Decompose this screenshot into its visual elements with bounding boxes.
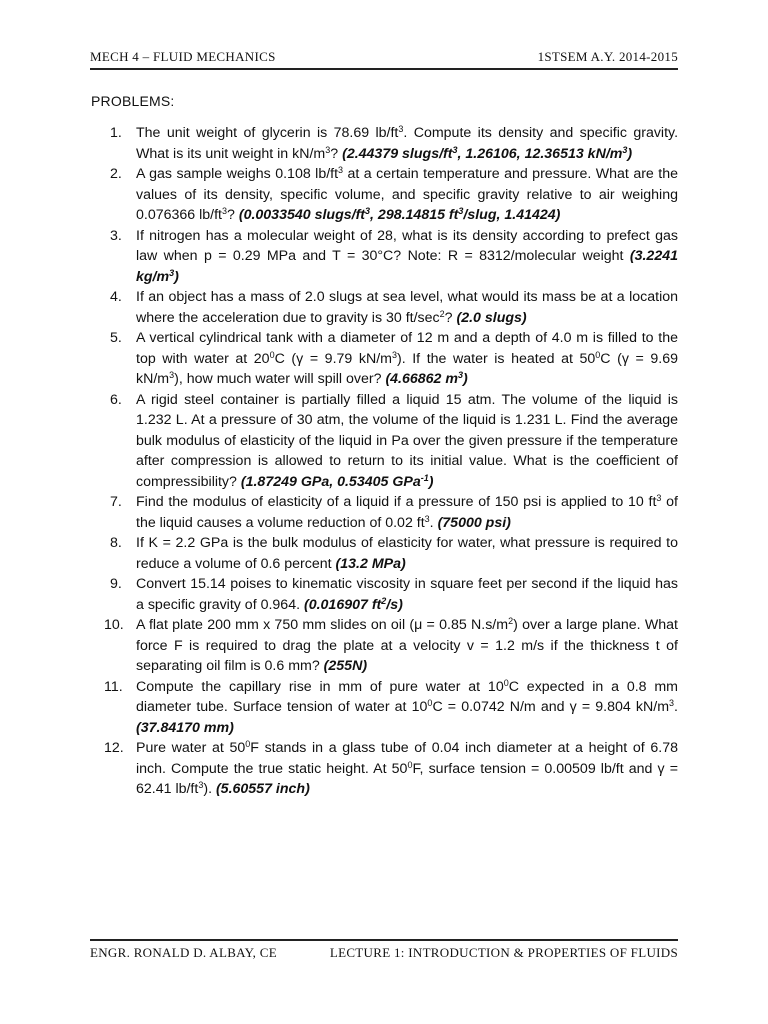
problem-number: 5. [110, 330, 122, 346]
problem-text: . Compute its density and specific gravity. What is its unit weight in kN/m [136, 125, 679, 162]
problem-number: 2. [110, 166, 122, 182]
problem-text: 3 [338, 165, 344, 175]
problem-text: 2 [508, 616, 514, 626]
problem-number: 10. [104, 617, 124, 633]
problem-item [104, 615, 678, 677]
problem-text: 3 [198, 780, 204, 790]
answer-text: , 298.14815 ft [370, 207, 459, 223]
problem-text: 0 [269, 349, 275, 360]
answer-text: (2.0 slugs) [456, 309, 527, 326]
page-header [90, 46, 678, 70]
answer-text: (1.87249 GPa, 0.53405 GPa [240, 473, 421, 490]
answer-text: 3 [452, 144, 458, 155]
problem-text: at a certain temperature and pressure. What are the values of its density, specific volume, and specific gravity relative to air weighing 0.076366 lb/ft [136, 166, 678, 223]
problem-text: ) over a large plane. What force F is required to drag the plate at a velocity v = 1.2 m/s if the thickness t of separating oil film is 0.6 mm? [136, 617, 678, 674]
answer-text: -1 [420, 472, 429, 483]
problem-item [110, 574, 678, 615]
problem-text: of the liquid causes a volume reduction of 0.02 ft [136, 494, 678, 531]
problem-number: 4. [110, 289, 122, 305]
answer-text: (255N) [323, 658, 368, 674]
answer-text: 2 [381, 595, 387, 606]
problem-text: Pure water at 50 [136, 740, 246, 756]
answer-text: (37.84170 mm) [136, 719, 234, 736]
header-course-title: MECH 4 – FLUID MECHANICS [90, 49, 276, 64]
problem-text: A vertical cylindrical tank with a diameter of 12 m and a depth of 4.0 m is filled to the top with water at 20 [136, 330, 678, 367]
answer-text: (75000 psi) [437, 514, 511, 531]
problem-text: ). [203, 781, 216, 797]
problem-text: 0 [595, 349, 601, 360]
answer-text: 3 [622, 144, 628, 155]
problem-text: Compute the capillary rise in mm of pure water at 10 [136, 678, 504, 695]
problem-text: F stands in a glass tube of 0.04 inch diameter at a height of 6.78 inch. Compute the true static height. At 50 [136, 740, 678, 777]
section-title: PROBLEMS: [91, 93, 175, 109]
problem-text: 0 [407, 759, 413, 770]
problem-text: C (γ = 9.69 kN/m [136, 350, 678, 387]
problem-number: 12. [104, 740, 124, 756]
answer-text: ) [428, 473, 434, 490]
answer-text: (0.016907 ft [303, 596, 382, 613]
problem-text: ? [330, 145, 343, 162]
problem-text: 3 [325, 144, 331, 155]
problem-text: 3 [424, 513, 430, 524]
problem-number: 7. [110, 494, 122, 510]
answer-text: (2.44379 slugs/ft [342, 145, 453, 162]
problem-item [104, 738, 678, 800]
answer-text: 3 [458, 206, 464, 216]
problem-text: 0 [245, 739, 251, 749]
problem-item [110, 287, 678, 328]
problem-text: ? [227, 207, 239, 223]
answer-text: 3 [458, 370, 464, 380]
problem-item [110, 492, 678, 533]
problem-text: 3 [391, 349, 397, 360]
problem-text: C (γ = 9.79 kN/m [274, 350, 392, 367]
footer-lecture-title: LECTURE 1: INTRODUCTION & PROPERTIES OF FLUIDS [329, 945, 678, 960]
problem-item [104, 677, 679, 739]
problem-number: 8. [110, 535, 122, 551]
answer-text: (4.66862 m [385, 371, 459, 387]
problem-text: 3 [656, 493, 662, 503]
header-semester: 1STSEM A.Y. 2014-2015 [537, 49, 678, 64]
problem-text: A gas sample weighs 0.108 lb/ft [136, 166, 339, 182]
answer-text: 3 [365, 206, 371, 216]
problem-number: 11. [104, 678, 123, 695]
problem-text: If an object has a mass of 2.0 slugs at sea level, what would its mass be at a location where the acceleration due to gravity is 30 ft/sec [136, 289, 678, 326]
answer-text: /slug, 1.41424) [463, 207, 561, 223]
problem-item [110, 226, 678, 288]
answer-text: ) [463, 371, 468, 387]
problem-text: . [674, 699, 678, 715]
problem-item [110, 390, 678, 493]
problem-text: 3 [669, 698, 675, 708]
problem-number: 6. [110, 391, 122, 408]
problem-list [104, 123, 679, 800]
problem-text: If nitrogen has a molecular weight of 28, what is its density according to prefect gas law when p = 0.29 MPa and T = 30°C? Note: R = 8312/molecular weight [136, 227, 678, 264]
page-footer [90, 939, 678, 964]
answer-text: ) [627, 145, 633, 162]
problem-text: C = 0.0742 N/m and γ = 9.804 kN/m [432, 699, 670, 715]
answer-text: /s) [386, 596, 403, 613]
problem-number: 3. [110, 227, 122, 244]
problem-text: ). If the water is heated at 50 [397, 350, 596, 367]
answer-text: ) [174, 268, 179, 285]
problem-number: 9. [110, 576, 122, 592]
problem-item [110, 328, 678, 390]
answer-text: 3 [169, 267, 175, 278]
problem-text: 3 [398, 124, 404, 134]
problem-text: F, surface tension = 0.00509 lb/ft and γ = 62.41 lb/ft [136, 760, 678, 797]
problem-item [110, 533, 678, 574]
problem-item [110, 164, 678, 226]
problem-text: Find the modulus of elasticity of a liquid if a pressure of 150 psi is applied to 10 ft [136, 494, 657, 510]
problem-text: If K = 2.2 GPa is the bulk modulus of elasticity for water, what pressure is required to reduce a volume of 0.6 percent [136, 535, 678, 572]
problem-text: 2 [439, 308, 445, 319]
problem-item [110, 123, 678, 164]
problem-text: ), how much water will spill over? [174, 371, 386, 387]
answer-text: (5.60557 inch) [215, 781, 310, 797]
problem-text: ? [444, 309, 457, 326]
footer-author: ENGR. RONALD D. ALBAY, CE [90, 945, 277, 960]
problem-text: 0 [503, 677, 509, 688]
answer-text: (0.0033540 slugs/ft [238, 207, 366, 223]
problem-text: 3 [169, 370, 175, 380]
answer-text: (3.2241 kg/m [136, 248, 678, 285]
problem-text: 3 [221, 206, 227, 216]
problem-text: 0 [427, 698, 433, 708]
problem-text: C expected in a 0.8 mm diameter tube. Surface tension of water at 10 [136, 678, 679, 715]
problem-number: 1. [110, 125, 122, 141]
problem-text: A rigid steel container is partially filled a liquid 15 atm. The volume of the liquid is 1.232 L. At a pressure of 30 atm, the volume of the liquid is 1.231 L. Find the average bulk modulus of elasticity of the liquid in Pa over the given pressure if the temperature after compression is allowed to return to its initial value. What is the coefficient of compressibility? [136, 391, 678, 490]
answer-text: (13.2 MPa) [335, 555, 406, 572]
problem-text: Convert 15.14 poises to kinematic viscosity in square feet per second if the liquid has a specific gravity of 0.964. [136, 576, 678, 613]
problem-text: . [429, 514, 438, 531]
answer-text: , 1.26106, 12.36513 kN/m [457, 145, 623, 162]
problem-text: The unit weight of glycerin is 78.69 lb/ft [136, 125, 399, 141]
problem-text: A flat plate 200 mm x 750 mm slides on oil (μ = 0.85 N.s/m [136, 617, 509, 633]
